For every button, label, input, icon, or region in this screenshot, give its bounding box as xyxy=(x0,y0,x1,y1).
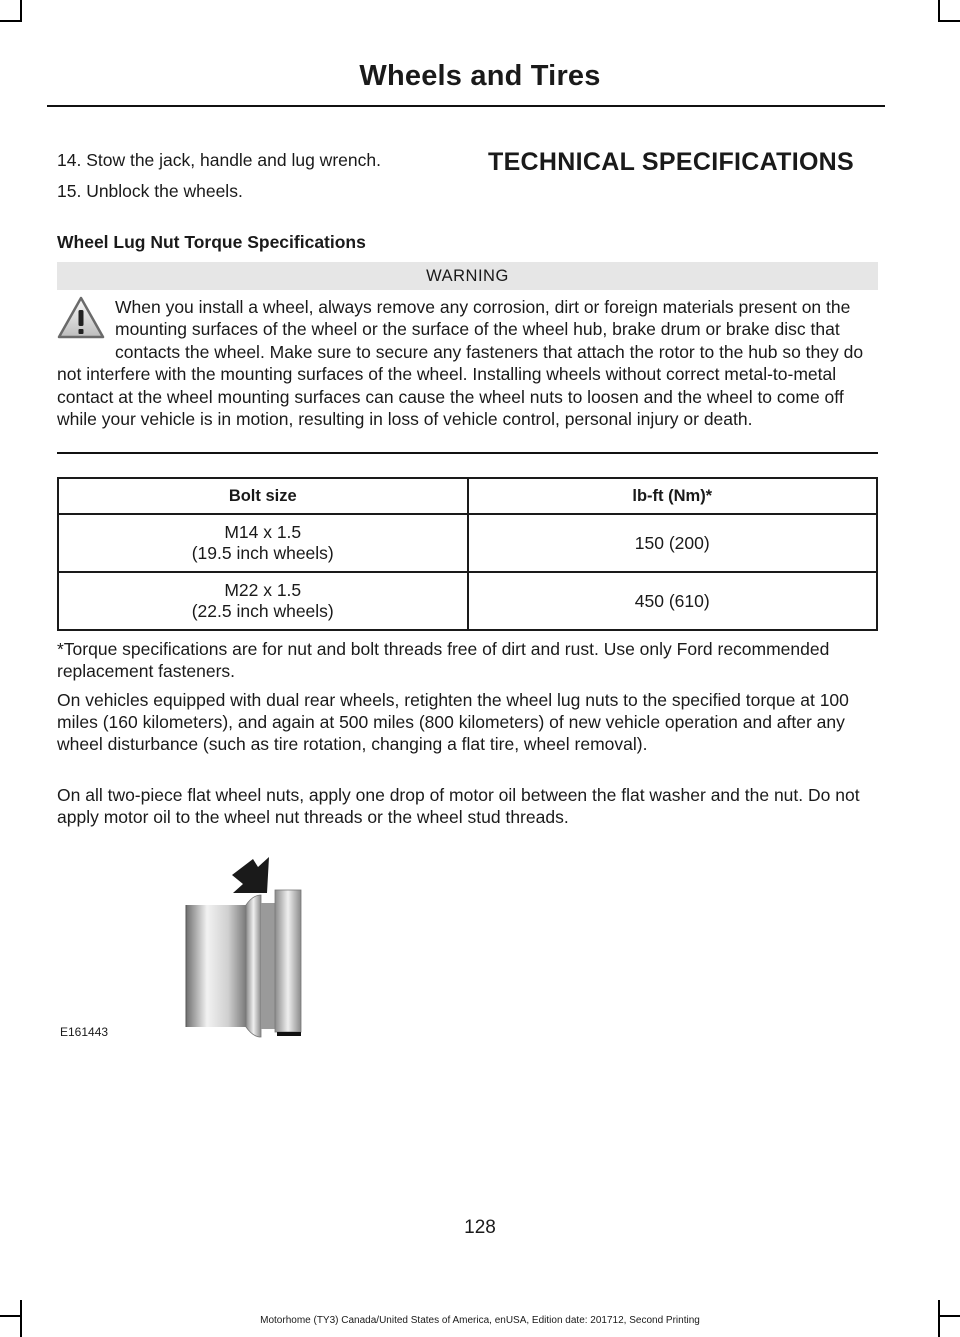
table-row xyxy=(58,514,877,572)
page-number: 128 xyxy=(464,1217,496,1238)
page-footer: Motorhome (TY3) Canada/United States of America, enUSA, Edition date: 201712, Second Printing xyxy=(260,1315,700,1326)
wheel-size: (19.5 inch wheels) xyxy=(191,543,334,563)
warning-label: WARNING xyxy=(57,262,878,290)
table-header-torque: lb-ft (Nm)* xyxy=(468,478,878,514)
torque-footnote: *Torque specifications are for nut and bolt threads free of dirt and rust. Use only Ford recommended replacement fasteners. xyxy=(57,639,830,681)
warning-divider xyxy=(57,452,878,454)
crop-mark xyxy=(938,0,940,22)
table-row xyxy=(58,572,877,630)
two-piece-nuts-paragraph: On all two-piece flat wheel nuts, apply one drop of motor oil between the flat washer and the nut. Do not apply motor oil to the wheel nut threads or the wheel stud threads. xyxy=(57,785,860,827)
wheel-nut-illustration xyxy=(57,855,317,1050)
header-divider xyxy=(47,105,885,107)
bolt-size-cell xyxy=(58,514,468,572)
torque-value: 150 (200) xyxy=(468,514,878,572)
step-14: 14. Stow the jack, handle and lug wrench. xyxy=(57,150,381,170)
crop-mark xyxy=(20,0,22,22)
bolt-size-cell xyxy=(58,572,468,630)
figure-label: E161443 xyxy=(60,1025,109,1039)
subheading: Wheel Lug Nut Torque Specifications xyxy=(57,232,366,252)
step-15: 15. Unblock the wheels. xyxy=(57,181,243,201)
torque-spec-table xyxy=(57,477,878,631)
table-header-bolt-size: Bolt size xyxy=(58,478,468,514)
bolt-size: M14 x 1.5 xyxy=(224,522,302,542)
dual-rear-wheels-paragraph: On vehicles equipped with dual rear wheels, retighten the wheel lug nuts to the specified torque at 100 miles (160 kilometers), and again at 500 miles (800 kilometers) of new vehicle operation and after any wheel disturbance (such as tire rotation, changing a flat tire, wheel removal). xyxy=(57,690,849,754)
crop-mark xyxy=(0,20,22,22)
warning-text: When you install a wheel, always remove any corrosion, dirt or foreign materials present on the mounting surfaces of the wheel or the surface of the wheel hub, brake drum or brake disc that contacts the wheel. Make sure to secure any fasteners that attach the rotor to the hub so they do not interfere with the mounting surfaces of the wheel. Installing wheels without correct metal-to-metal contact at the wheel mounting surfaces can cause the wheel nuts to loosen and the wheel to come off while your vehicle is in motion, resulting in loss of vehicle control, personal injury or death. xyxy=(57,297,864,430)
section-heading: TECHNICAL SPECIFICATIONS xyxy=(488,148,855,176)
page-header-title: Wheels and Tires xyxy=(359,60,601,92)
wheel-size: (22.5 inch wheels) xyxy=(191,601,334,621)
torque-value: 450 (610) xyxy=(468,572,878,630)
crop-mark xyxy=(938,20,960,22)
bolt-size: M22 x 1.5 xyxy=(224,580,302,600)
